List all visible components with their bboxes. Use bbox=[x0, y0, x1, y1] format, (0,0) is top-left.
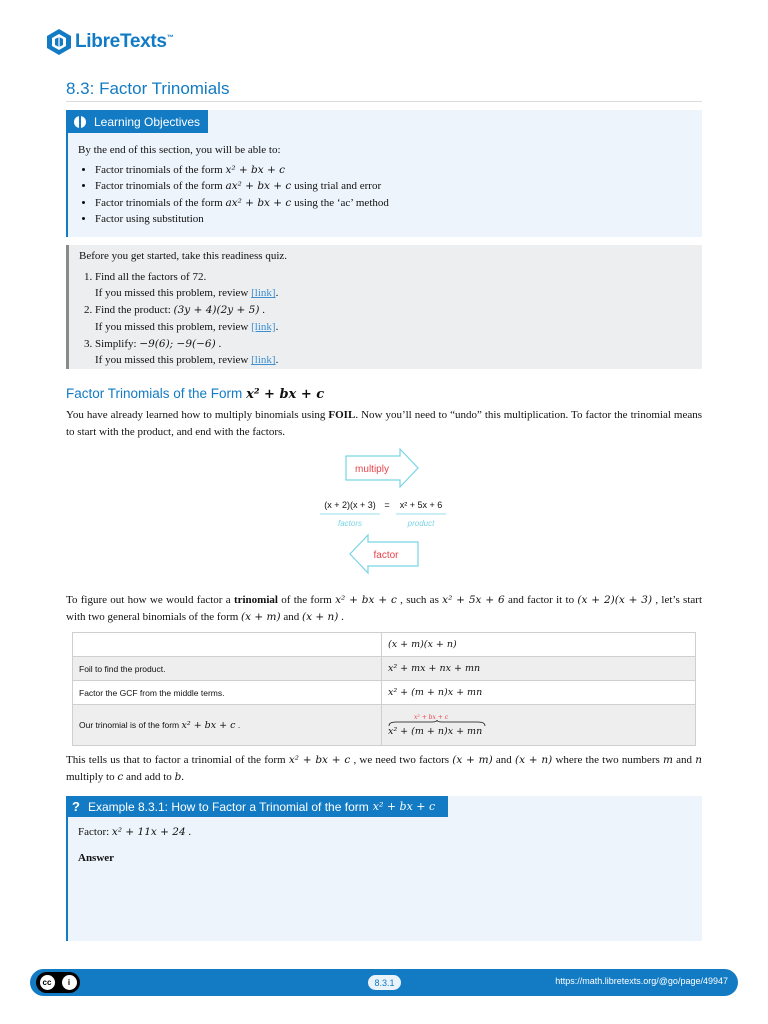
table-cell: Foil to find the product. bbox=[73, 657, 382, 681]
list-item: 2. Find the product: (3y + 4)(2y + 5) . If you missed this problem, review [link]. bbox=[95, 302, 287, 335]
table-cell bbox=[73, 633, 382, 657]
factors-label: factors bbox=[337, 519, 363, 528]
product-expression: x² + 5x + 6 bbox=[399, 500, 443, 510]
overbrace bbox=[388, 720, 486, 727]
equals-sign: = bbox=[384, 500, 390, 510]
readiness-quiz-content bbox=[79, 248, 287, 369]
table-row bbox=[73, 705, 696, 746]
table-cell: x² + bx + c x² + (m + n)x + mn bbox=[382, 705, 696, 746]
example-problem: Factor: x² + 11x + 24 . bbox=[78, 826, 192, 838]
question-icon: ? bbox=[72, 799, 80, 814]
list-item: 1. Find all the factors of 72. If you missed this problem, review [link]. bbox=[95, 269, 287, 302]
page-url[interactable]: https://math.libretexts.org/@go/page/49947 bbox=[555, 976, 728, 986]
objectives-icon bbox=[74, 116, 86, 128]
table-cell: x² + mx + nx + mn bbox=[382, 657, 696, 681]
title-divider bbox=[66, 101, 702, 102]
learning-objectives-label: Learning Objectives bbox=[94, 114, 201, 129]
readiness-quiz-box bbox=[66, 245, 702, 369]
section-heading: Factor Trinomials of the Form x² + bx + c bbox=[66, 386, 325, 402]
learning-objectives-tab bbox=[68, 110, 208, 133]
libretexts-logo[interactable] bbox=[46, 28, 173, 56]
table-row bbox=[73, 681, 696, 705]
quiz-list bbox=[79, 269, 287, 369]
conclusion-paragraph: This tells us that to factor a trinomial of the form x² + bx + c , we need two factors (x + m) and (x + n) where the two numbers m and n multiply to c and add to b. bbox=[66, 754, 702, 783]
review-link[interactable]: [link] bbox=[251, 320, 276, 333]
list-item: 3. Simplify: −9(6); −9(−6) . If you missed this problem, review [link]. bbox=[95, 336, 287, 369]
example-title: Example 8.3.1: How to Factor a Trinomial of the form bbox=[87, 799, 369, 814]
learning-objectives-content bbox=[78, 142, 389, 228]
overbrace-label: x² + bx + c bbox=[414, 713, 449, 721]
answer-toggle[interactable]: Answer bbox=[78, 852, 115, 864]
page-number: 8.3.1 bbox=[368, 975, 401, 990]
example-box bbox=[66, 796, 702, 941]
factor-arrow bbox=[350, 535, 418, 573]
derivation-table bbox=[72, 632, 696, 746]
libretexts-logo-icon bbox=[46, 28, 72, 56]
table-cell: Our trinomial is of the form x² + bx + c . bbox=[73, 705, 382, 746]
svg-text:factor: factor bbox=[373, 550, 399, 561]
factored-expression: (x + 2)(x + 3) bbox=[324, 500, 376, 510]
review-link[interactable]: [link] bbox=[251, 354, 276, 367]
list-item: • Factor using substitution bbox=[95, 211, 389, 228]
trinomial-paragraph: To figure out how we would factor a trinomial of the form x² + bx + c , such as x² + 5x + 6 and factor it to (x + 2)(x + 3) , let’s start with two general binomials of the form (x + m) and (x + n) . bbox=[66, 594, 702, 623]
multiply-factor-diagram bbox=[290, 448, 480, 578]
table-row bbox=[73, 657, 696, 681]
list-item: • Factor trinomials of the form ax² + bx + c using the ‘ac’ method bbox=[95, 195, 389, 212]
svg-text:multiply: multiply bbox=[355, 464, 389, 475]
objectives-intro: By the end of this section, you will be able to: bbox=[78, 144, 281, 156]
multiply-arrow bbox=[346, 449, 418, 487]
table-cell: x² + (m + n)x + mn bbox=[382, 681, 696, 705]
table-cell: (x + m)(x + n) bbox=[382, 633, 696, 657]
product-label: product bbox=[407, 519, 435, 528]
table-cell: Factor the GCF from the middle terms. bbox=[73, 681, 382, 705]
cc-icon: cc bbox=[40, 975, 55, 990]
table-row bbox=[73, 633, 696, 657]
logo-text: LibreTexts™ bbox=[75, 31, 174, 52]
example-tab: ? Example 8.3.1: How to Factor a Trinomial of the form x² + bx + c bbox=[68, 796, 448, 817]
list-item: • Factor trinomials of the form ax² + bx + c using trial and error bbox=[95, 178, 389, 195]
attribution-icon: i bbox=[62, 975, 77, 990]
list-item: • Factor trinomials of the form x² + bx + c bbox=[95, 162, 389, 179]
quiz-intro: Before you get started, take this readiness quiz. bbox=[79, 250, 288, 262]
objectives-list bbox=[78, 162, 389, 228]
cc-license-badge[interactable] bbox=[36, 972, 80, 993]
page-title: 8.3: Factor Trinomials bbox=[66, 79, 230, 98]
review-link[interactable]: [link] bbox=[251, 287, 276, 300]
page-footer bbox=[30, 969, 738, 996]
intro-paragraph: You have already learned how to multiply binomials using FOIL. Now you’ll need to “undo” this multiplication. To factor the trinomial means to start with the product, and end with the factors. bbox=[66, 409, 702, 438]
learning-objectives-box bbox=[66, 110, 702, 237]
example-content bbox=[78, 826, 191, 864]
